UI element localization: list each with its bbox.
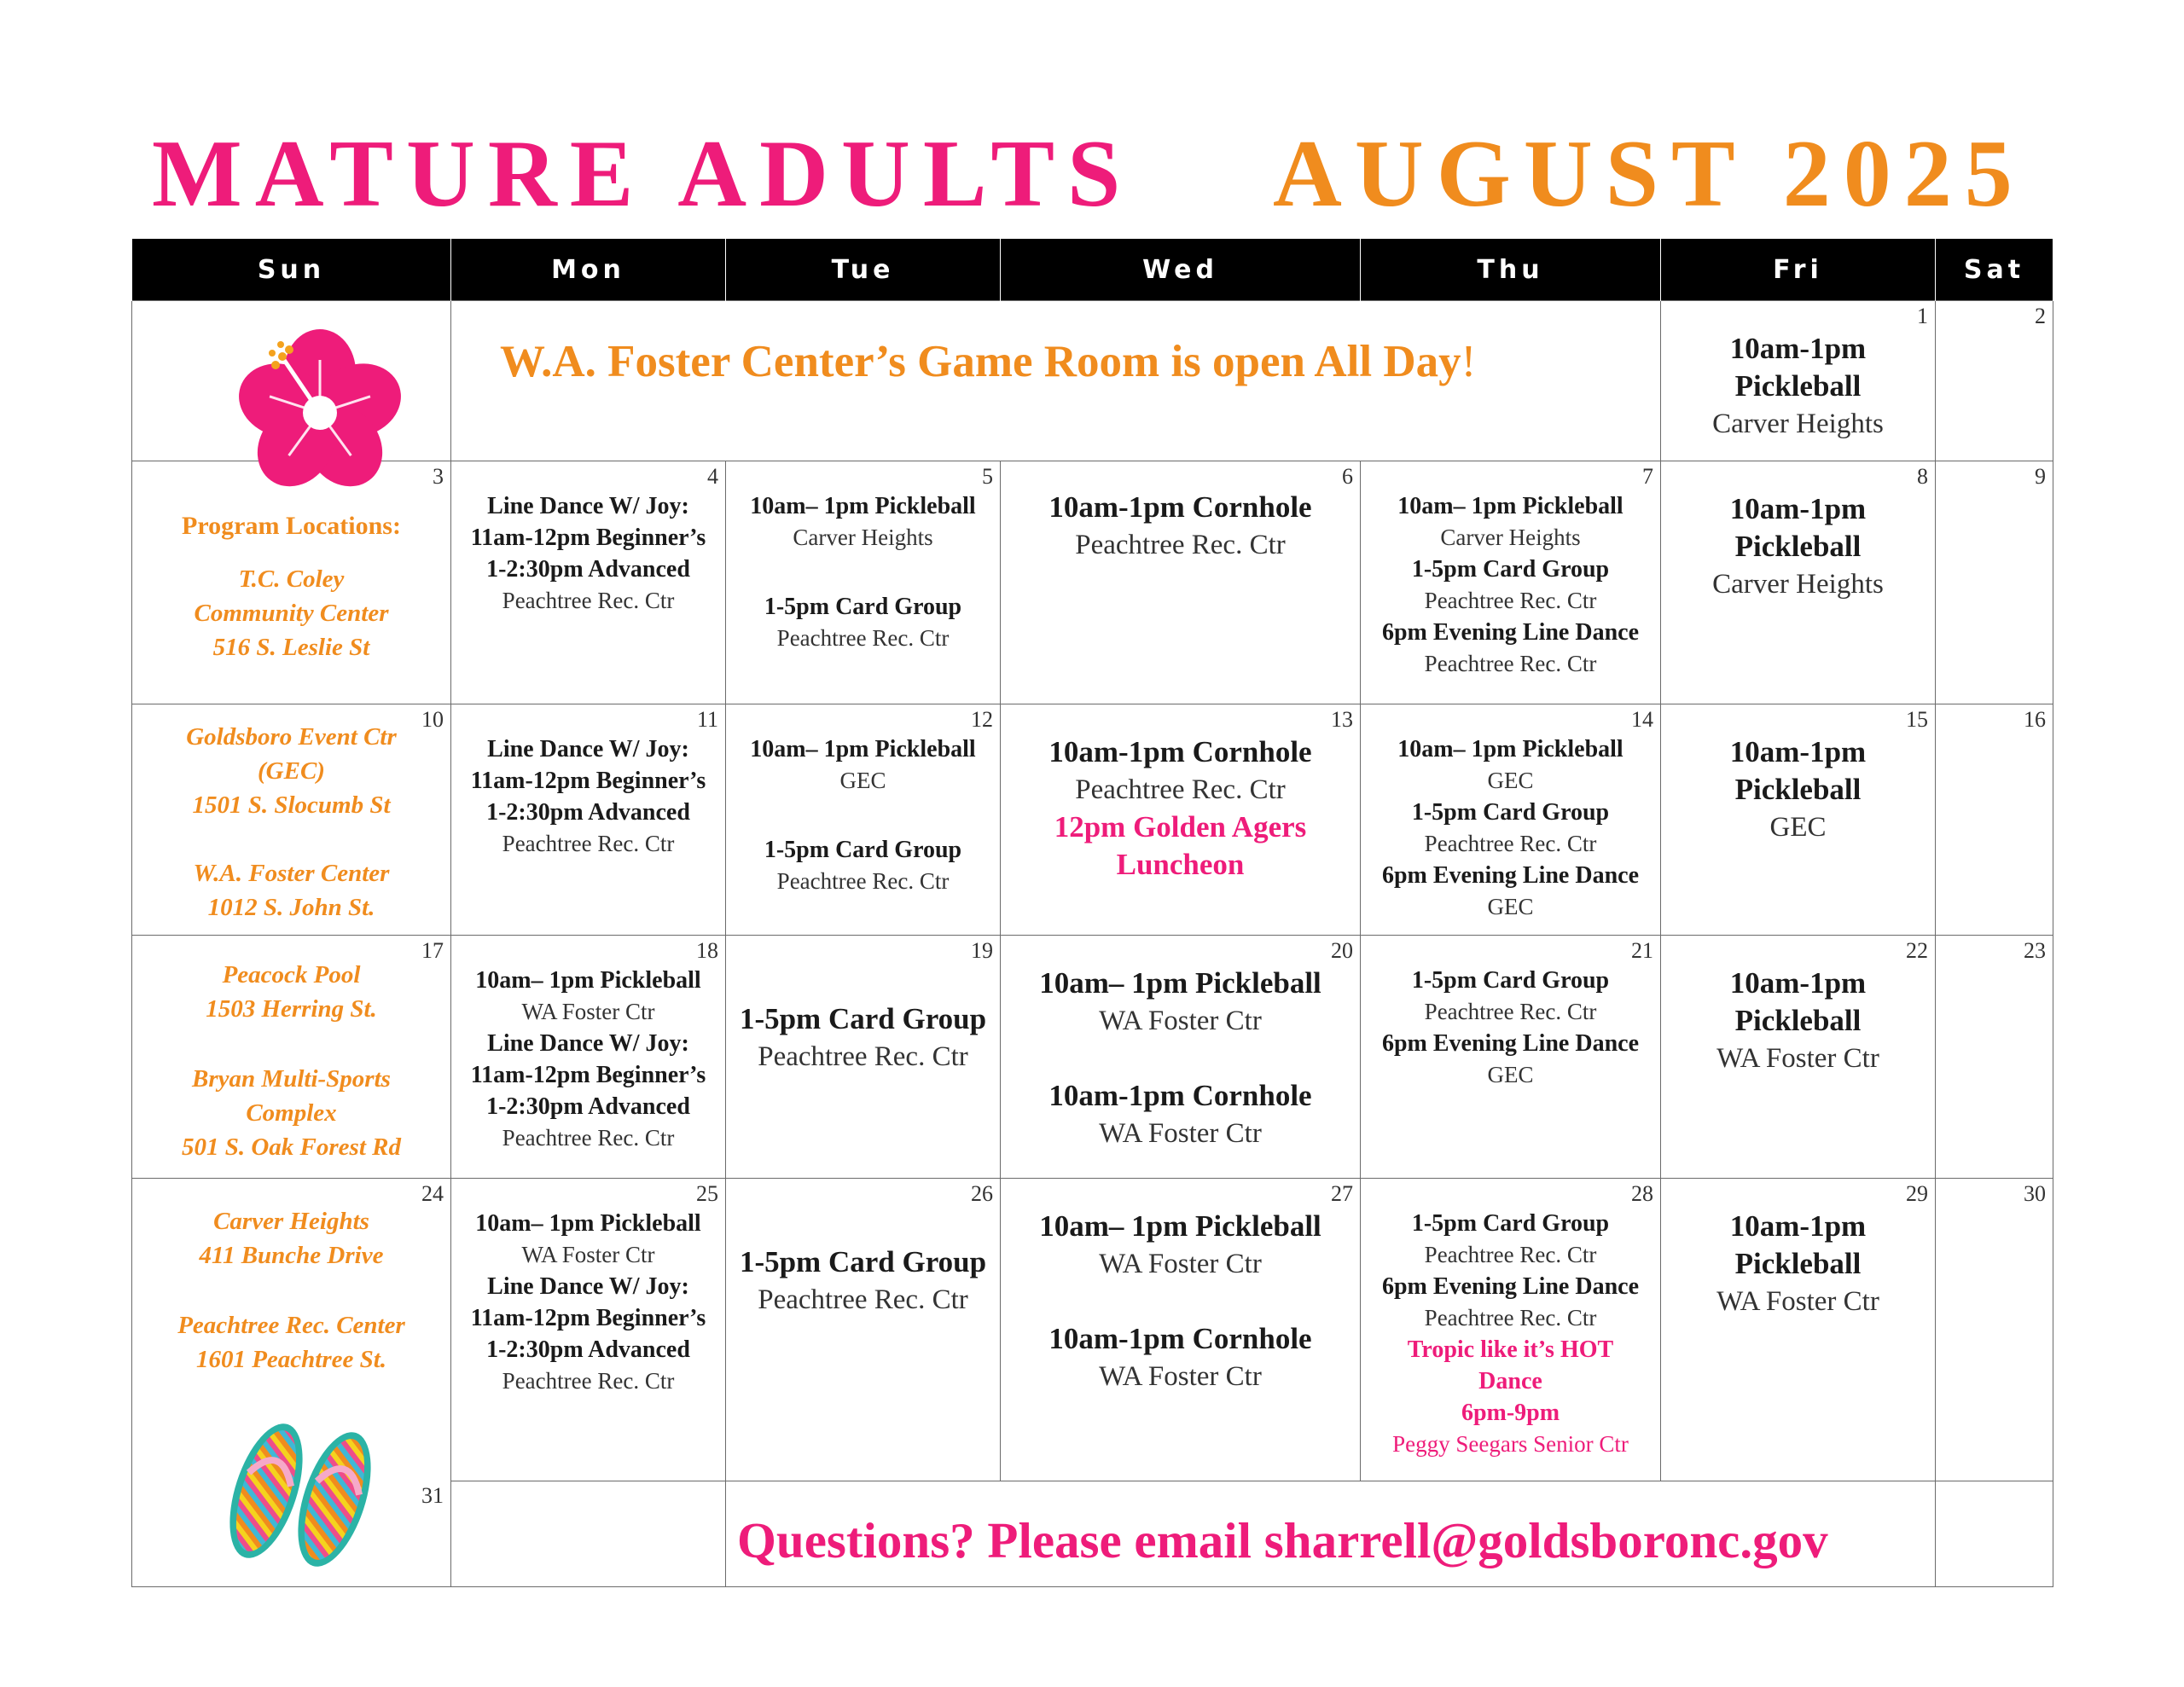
event-location: Peachtree Rec. Ctr <box>502 1368 675 1394</box>
event-title: 1-5pm Card Group <box>1411 798 1610 826</box>
game-room-banner-mark: ! <box>1461 337 1477 386</box>
event-time: 11am-12pm Beginner’s <box>470 767 706 794</box>
event-title: 6pm Evening Line Dance <box>1381 1030 1640 1058</box>
event-location: Carver Heights <box>793 525 933 551</box>
day-cell-21 <box>1361 936 1661 1179</box>
event-title: 6pm Evening Line Dance <box>1381 619 1640 646</box>
event-location: WA Foster Ctr <box>1716 1286 1879 1318</box>
day-number: 23 <box>2024 938 2046 964</box>
day-cell-9 <box>1936 461 2053 704</box>
event-location: Peachtree Rec. Ctr <box>1424 588 1597 614</box>
day-number: 16 <box>2024 706 2046 732</box>
day-number: 1 <box>1917 304 1928 328</box>
event-location: Peachtree Rec. Ctr <box>502 1125 675 1151</box>
event-title: Line Dance W/ Joy: <box>487 493 689 520</box>
day-number: 11 <box>696 706 718 732</box>
weekday-header-thu: Thu <box>1361 239 1661 301</box>
special-event-title: Luncheon <box>1116 847 1245 881</box>
weekday-header-mon: Mon <box>451 239 726 301</box>
day-cell-empty <box>1936 1481 2053 1586</box>
event-location: Carver Heights <box>1712 569 1884 600</box>
location-line: Peachtree Rec. Center <box>177 1312 405 1340</box>
event-location: WA Foster Ctr <box>1099 1118 1262 1150</box>
day-cell-23 <box>1936 936 2053 1179</box>
day-number: 15 <box>1906 706 1928 732</box>
day-number: 26 <box>971 1181 993 1207</box>
event-title: 10am– 1pm Pickleball <box>1039 1209 1321 1244</box>
event-time: 11am-12pm Beginner’s <box>470 1062 706 1089</box>
event-title: 10am-1pm Cornhole <box>1048 734 1312 768</box>
event-location: GEC <box>839 767 886 793</box>
location-line: Peacock Pool <box>222 961 361 989</box>
event-location: WA Foster Ctr <box>1099 1361 1262 1393</box>
event-location: WA Foster Ctr <box>1099 1249 1262 1280</box>
event-time: 1-2:30pm Advanced <box>486 1336 690 1364</box>
event-title: 10am-1pm Cornhole <box>1048 1079 1312 1113</box>
page-title-month: AUGUST 2025 <box>1273 121 2025 227</box>
event-location: GEC <box>1487 1062 1534 1088</box>
location-line: T.C. Coley <box>238 565 345 594</box>
weekday-header-sun: Sun <box>132 239 451 301</box>
event-location: Peachtree Rec. Ctr <box>1424 999 1597 1025</box>
location-line: 1012 S. John St. <box>207 893 375 921</box>
day-number: 27 <box>1331 1181 1353 1207</box>
event-location: Peachtree Rec. Ctr <box>776 867 950 894</box>
day-number: 18 <box>696 938 718 964</box>
weekday-header-sat: Sat <box>1936 239 2053 301</box>
event-time: 11am-12pm Beginner’s <box>470 1305 706 1332</box>
day-number: 9 <box>2035 464 2046 490</box>
event-title: 10am-1pm Cornhole <box>1048 490 1312 525</box>
day-cell-empty <box>451 1481 726 1586</box>
event-title: 10am– 1pm Pickleball <box>750 735 976 762</box>
day-cell-6 <box>1001 461 1361 704</box>
event-title: Line Dance W/ Joy: <box>487 1030 689 1058</box>
event-title: Pickleball <box>1734 1247 1862 1281</box>
day-cell-25 <box>451 1179 726 1481</box>
event-location: Peachtree Rec. Ctr <box>1424 1242 1597 1268</box>
day-cell-26 <box>726 1179 1001 1481</box>
flip-flops-icon <box>215 1406 386 1576</box>
event-location: Peachtree Rec. Ctr <box>758 1284 968 1316</box>
day-number: 2 <box>2035 304 2046 328</box>
day-cell-1 <box>1661 301 1936 461</box>
location-line: 411 Bunche Drive <box>199 1242 384 1270</box>
event-location: GEC <box>1487 767 1534 793</box>
event-title: 10am– 1pm Pickleball <box>1397 493 1623 520</box>
event-title: 6pm Evening Line Dance <box>1381 1273 1640 1301</box>
event-title: 1-5pm Card Group <box>1411 556 1610 583</box>
day-cell-29 <box>1661 1179 1936 1481</box>
weekday-header-row <box>132 239 2053 301</box>
week-row-2 <box>132 461 2053 704</box>
event-location: GEC <box>1487 893 1534 919</box>
day-number: 10 <box>421 706 444 732</box>
event-location: Peachtree Rec. Ctr <box>1075 530 1286 561</box>
day-number: 13 <box>1331 706 1353 732</box>
weekday-header-wed: Wed <box>1001 239 1361 301</box>
day-number: 20 <box>1331 938 1353 964</box>
location-line: 501 S. Oak Forest Rd <box>181 1133 401 1162</box>
event-time: 10am-1pm <box>1729 332 1867 365</box>
questions-banner: Questions? Please email sharrell@goldsboronc.gov <box>737 1512 1828 1568</box>
day-cell-30 <box>1936 1179 2053 1481</box>
event-time: 11am-12pm Beginner’s <box>470 525 706 552</box>
location-line: Carver Heights <box>213 1208 369 1236</box>
event-title: 10am-1pm Cornhole <box>1048 1322 1312 1356</box>
event-title: Line Dance W/ Joy: <box>487 1273 689 1301</box>
day-number: 28 <box>1631 1181 1653 1207</box>
event-location: WA Foster Ctr <box>521 999 655 1025</box>
week-row-4 <box>132 936 2053 1179</box>
game-room-banner-text: W.A. Foster Center’s Game Room is open All Day <box>500 337 1461 386</box>
special-event-title: Dance <box>1478 1368 1542 1395</box>
location-line: Goldsboro Event Ctr <box>186 722 397 751</box>
day-number: 7 <box>1642 464 1653 490</box>
day-number: 14 <box>1631 706 1653 732</box>
game-room-banner <box>500 336 1476 387</box>
day-cell-18 <box>451 936 726 1179</box>
event-location: WA Foster Ctr <box>1099 1006 1262 1037</box>
event-location: Peachtree Rec. Ctr <box>1424 651 1597 677</box>
day-number: 19 <box>971 938 993 964</box>
day-number: 25 <box>696 1181 718 1207</box>
day-number: 17 <box>421 938 444 964</box>
special-event-title: 12pm Golden Agers <box>1054 809 1307 844</box>
weekday-header-tue: Tue <box>726 239 1001 301</box>
day-number: 30 <box>2024 1181 2046 1207</box>
event-title: 6pm Evening Line Dance <box>1381 861 1640 889</box>
event-location: Peachtree Rec. Ctr <box>1075 774 1286 805</box>
page-title-left: MATURE ADULTS <box>152 121 1134 227</box>
location-line: 1503 Herring St. <box>206 995 377 1023</box>
event-location: Peachtree Rec. Ctr <box>502 830 675 856</box>
event-time: 10am-1pm <box>1729 966 1867 1000</box>
weekday-header-fri: Fri <box>1661 239 1936 301</box>
day-number: 31 <box>421 1483 444 1509</box>
event-location: GEC <box>1769 811 1827 843</box>
day-cell-5 <box>726 461 1001 704</box>
event-location: Peachtree Rec. Ctr <box>1424 1305 1597 1331</box>
location-line: 1601 Peachtree St. <box>195 1346 387 1374</box>
day-cell-28 <box>1361 1179 1661 1481</box>
day-cell-13 <box>1001 704 1361 936</box>
event-title: Line Dance W/ Joy: <box>487 735 689 762</box>
day-number: 12 <box>971 706 993 732</box>
day-cell-17 <box>132 936 451 1179</box>
event-title: 10am– 1pm Pickleball <box>475 1210 701 1238</box>
day-cell-15 <box>1661 704 1936 936</box>
event-title: Pickleball <box>1734 369 1862 403</box>
event-title: 1-5pm Card Group <box>739 1002 987 1036</box>
day-cell-7 <box>1361 461 1661 704</box>
event-title: 1-5pm Card Group <box>739 1245 987 1279</box>
day-cell-16 <box>1936 704 2053 936</box>
day-number: 29 <box>1906 1181 1928 1207</box>
locations-heading: Program Locations: <box>182 512 401 541</box>
day-cell-22 <box>1661 936 1936 1179</box>
day-number: 6 <box>1342 464 1353 490</box>
event-title: Pickleball <box>1734 772 1862 806</box>
event-time: 1-2:30pm Advanced <box>486 798 690 826</box>
day-number: 4 <box>707 464 718 490</box>
event-title: Pickleball <box>1734 530 1862 564</box>
day-number: 21 <box>1631 938 1653 964</box>
calendar-grid <box>131 238 2053 1587</box>
event-time: 1-2:30pm Advanced <box>486 556 690 583</box>
event-time: 10am-1pm <box>1729 734 1867 768</box>
location-line: (GEC) <box>258 757 325 785</box>
event-title: Pickleball <box>1734 1004 1862 1038</box>
special-event-title: Tropic like it’s HOT <box>1407 1336 1614 1364</box>
week-row-5 <box>132 1179 2053 1481</box>
day-number: 24 <box>421 1181 444 1207</box>
day-cell-11 <box>451 704 726 936</box>
day-number: 8 <box>1917 464 1928 490</box>
day-number: 3 <box>433 464 444 490</box>
day-number: 5 <box>982 464 993 490</box>
event-title: 1-5pm Card Group <box>1411 967 1610 994</box>
event-title: 10am– 1pm Pickleball <box>1397 735 1623 762</box>
event-location: Carver Heights <box>1712 409 1884 439</box>
event-title: 1-5pm Card Group <box>1411 1210 1610 1238</box>
day-cell-10 <box>132 704 451 936</box>
event-location: WA Foster Ctr <box>521 1242 655 1268</box>
event-location: Carver Heights <box>1440 525 1581 551</box>
day-cell-4 <box>451 461 726 704</box>
event-time: 10am-1pm <box>1729 492 1867 526</box>
day-cell-19 <box>726 936 1001 1179</box>
event-location: Peachtree Rec. Ctr <box>502 588 675 614</box>
day-cell-3 <box>132 461 451 704</box>
event-time: 1-2:30pm Advanced <box>486 1093 690 1121</box>
location-line: 1501 S. Slocumb St <box>192 791 391 819</box>
event-title: 1-5pm Card Group <box>764 836 962 863</box>
location-line: Complex <box>246 1099 337 1128</box>
location-line: Bryan Multi-Sports <box>192 1065 391 1093</box>
location-line: Community Center <box>194 600 389 628</box>
day-cell-20 <box>1001 936 1361 1179</box>
special-event-location: Peggy Seegars Senior Ctr <box>1392 1431 1629 1458</box>
location-line: W.A. Foster Center <box>193 859 390 887</box>
day-cell-12 <box>726 704 1001 936</box>
event-title: 1-5pm Card Group <box>764 594 962 621</box>
event-location: Peachtree Rec. Ctr <box>1424 830 1597 856</box>
special-event-time: 6pm-9pm <box>1461 1400 1560 1427</box>
day-cell-2 <box>1936 301 2053 461</box>
event-location: WA Foster Ctr <box>1716 1043 1879 1075</box>
event-title: 10am– 1pm Pickleball <box>475 967 701 994</box>
day-cell-27 <box>1001 1179 1361 1481</box>
event-time: 10am-1pm <box>1729 1209 1867 1244</box>
week-row-3 <box>132 704 2053 936</box>
day-cell-14 <box>1361 704 1661 936</box>
hibiscus-icon <box>235 322 405 493</box>
event-title: 10am– 1pm Pickleball <box>1039 966 1321 1000</box>
event-location: Peachtree Rec. Ctr <box>776 625 950 652</box>
day-number: 22 <box>1906 938 1928 964</box>
event-title: 10am– 1pm Pickleball <box>750 493 976 520</box>
day-cell-8 <box>1661 461 1936 704</box>
event-location: Peachtree Rec. Ctr <box>758 1041 968 1073</box>
location-line: 516 S. Leslie St <box>212 634 370 662</box>
